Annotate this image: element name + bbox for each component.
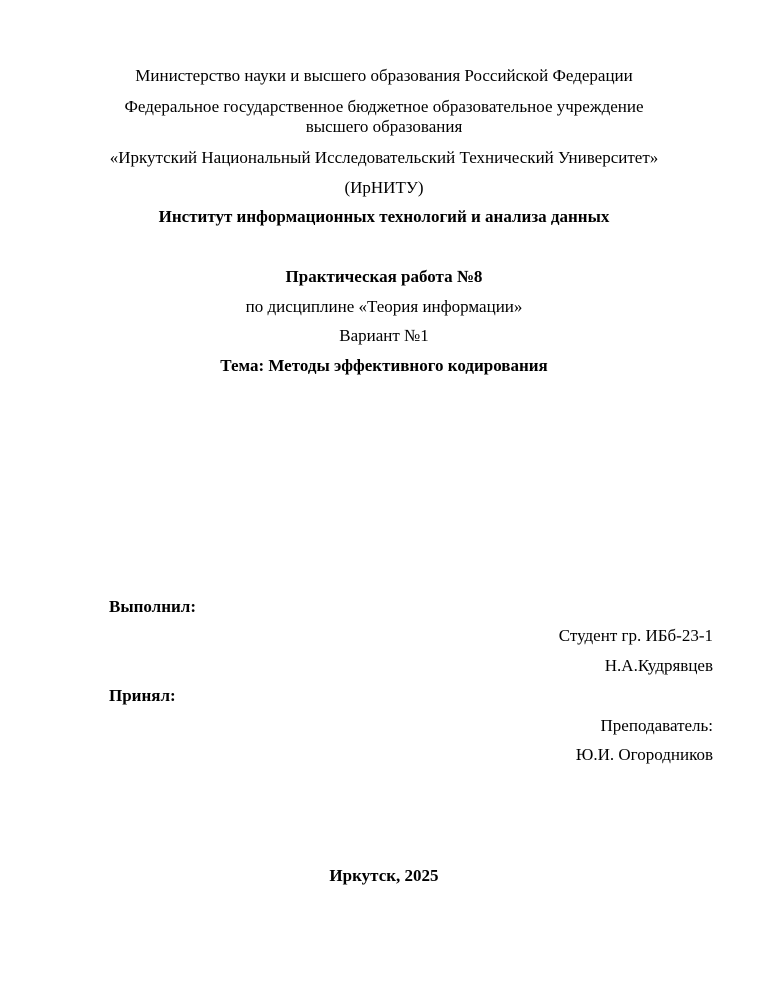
performed-label: Выполнил: xyxy=(109,597,197,616)
city-year: Иркутск, 2025 xyxy=(329,866,439,885)
student-name: Н.А.Кудрявцев xyxy=(604,656,713,675)
teacher-role: Преподаватель: xyxy=(600,716,713,735)
topic-line: Тема: Методы эффективного кодирования xyxy=(220,356,548,375)
variant-line: Вариант №1 xyxy=(339,326,429,345)
ministry-line: Министерство науки и высшего образования Российской Федерации xyxy=(135,66,633,85)
discipline-line: по дисциплине «Теория информации» xyxy=(245,297,523,316)
student-group: Студент гр. ИБб-23-1 xyxy=(558,626,713,645)
teacher-name: Ю.И. Огородников xyxy=(575,745,713,764)
institute-name: Институт информационных технологий и анализа данных xyxy=(158,207,610,226)
institution-line-1: Федеральное государственное бюджетное образовательное учреждение xyxy=(124,97,644,116)
university-name: «Иркутский Национальный Исследовательский Технический Университет» xyxy=(109,148,659,167)
institution-line-2: высшего образования xyxy=(305,117,463,136)
university-abbreviation: (ИрНИТУ) xyxy=(344,178,424,197)
accepted-label: Принял: xyxy=(109,686,176,705)
work-title: Практическая работа №8 xyxy=(285,267,483,286)
